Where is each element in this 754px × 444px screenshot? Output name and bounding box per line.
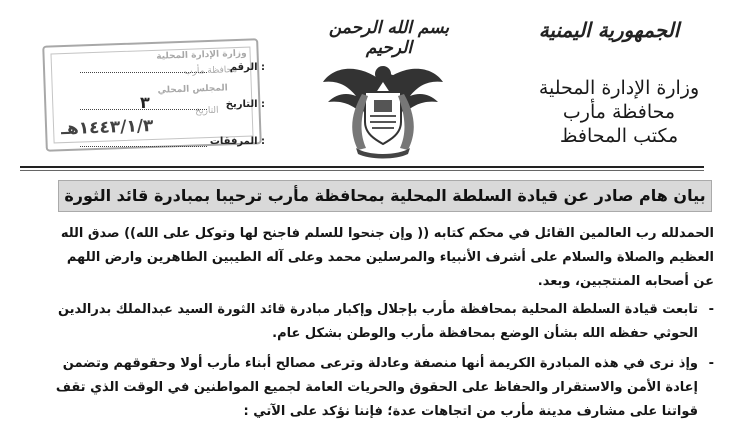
office-name: مكتب المحافظ [559,125,679,147]
bullet-text: تابعت قيادة السلطة المحلية بمحافظة مأرب بإجلال وإكبار مبادرة قائد الثورة السيد عبدالملك بدرالدين الحوثي حفظه الله بشأن الوضع بمحافظة مأرب والوطن بشكل عام. [57,302,698,341]
letterhead [0,0,754,176]
ref-date-label: التاريخ : [225,99,265,110]
ministry-name: وزارة الإدارة المحلية [538,77,700,99]
intro-paragraph: الحمدلله رب العالمين القائل في محكم كتابه (( وإن جنحوا للسلم فاجنح لها وتوكل على الله)) صدق الله العظيم والصلاة والسلام على أشرف الأنبياء والمرسلين محمد وعلى آله الطيبين الطاهرين وارض اللهم عن أصحابه المنتجبين، وبعد. [60,226,714,289]
bullet-mark: - [708,302,714,317]
reference-fields [80,62,265,173]
bullet-item [54,298,714,346]
ref-number-row [80,62,265,99]
header-divider-thin [20,170,704,171]
issuer-block [504,76,734,148]
eagle-emblem-icon [318,52,448,160]
ref-number-dots [80,72,207,73]
ref-date-row [80,93,265,136]
statement-body [54,222,714,430]
stamp-line: التاريخ [195,105,219,117]
bullet-mark: - [708,356,714,371]
stamp-line: المجلس المحلي [157,83,228,96]
ref-date-value: ٣ [140,93,150,112]
stamp-date: ١٤٤٣/١/٣هـ [60,115,154,140]
statement-title: بيان هام صادر عن قيادة السلطة المحلية بمحافظة مأرب ترحيبا بمبادرة قائد الثورة [58,180,712,212]
bullet-text: وإذ نرى في هذه المبادرة الكريمة أنها منصفة وعادلة وترعى مصالح أبناء مأرب أولا وحقوقهم وتضمن إعادة الأمن والاستقرار والحفاظ على الحقوق والحريات العامة لجميع المواطنين في الوقت الذي تقف قواتنا على مشارف مدينة مأرب من اتجاهات عدة؛ فإننا نؤكد على الآتي : [55,356,698,419]
basmala: بسم الله الرحمن الرحيم [328,18,450,58]
header-divider [20,166,704,168]
governorate-name: محافظة مأرب [562,101,676,123]
bullet-item [54,352,714,424]
stamp-line: وزارة الإدارة المحلية [156,48,247,62]
ref-attachments-dots [80,146,207,147]
republic-name: الجمهورية اليمنية [538,18,680,42]
ref-attachments-label: المرفقات : [209,136,265,147]
ref-number-label: الرقم : [229,62,265,73]
stamp-line: محافظة مأرب [183,65,238,77]
